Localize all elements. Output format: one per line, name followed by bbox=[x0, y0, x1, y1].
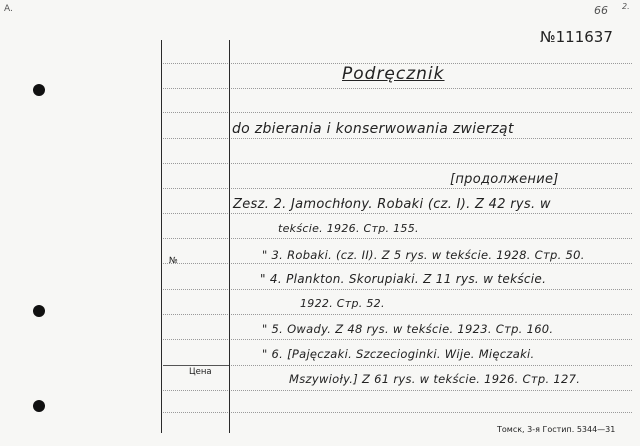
price-box-line bbox=[163, 365, 229, 366]
punch-hole bbox=[33, 84, 45, 96]
entry-line: " 4. Plankton. Skorupiaki. Z 11 rys. w tekście. bbox=[260, 272, 547, 286]
entry-line: Mszywioły.] Z 61 rys. w tekście. 1926. Стр. 127. bbox=[289, 372, 581, 386]
entry-line: Zesz. 2. Jamochłony. Robaki (cz. I). Z 42 rys. w bbox=[233, 197, 551, 212]
card-title: Podręcznik bbox=[342, 64, 445, 84]
corner-left-mark: A. bbox=[4, 4, 13, 14]
corner-top-small: 2. bbox=[622, 2, 630, 11]
price-label: Цена bbox=[189, 367, 212, 377]
margin-line-right bbox=[229, 40, 230, 433]
entry-line: 1922. Стр. 52. bbox=[300, 297, 385, 310]
corner-top-number: 66 bbox=[594, 4, 608, 17]
entry-line: " 3. Robaki. (cz. II). Z 5 rys. w tekście. 1928. Стр. 50. bbox=[262, 248, 585, 262]
entry-line: " 5. Owady. Z 48 rys. w tekście. 1923. Стр. 160. bbox=[262, 322, 554, 336]
number-label: № bbox=[169, 256, 178, 266]
margin-line-left bbox=[161, 40, 162, 433]
punch-hole bbox=[33, 305, 45, 317]
punch-hole bbox=[33, 400, 45, 412]
card-subtitle: do zbierania i konserwowania zwierząt bbox=[232, 121, 514, 137]
entry-line: tekście. 1926. Стр. 155. bbox=[278, 222, 419, 235]
catalog-number: №111637 bbox=[540, 28, 613, 46]
printer-footer: Томск, 3-я Гостип. 5344—31 bbox=[497, 425, 616, 434]
continuation-note: [продолжение] bbox=[450, 172, 559, 187]
entry-line: " 6. [Pajęczaki. Szczecioginki. Wije. Mięczaki. bbox=[262, 347, 535, 361]
